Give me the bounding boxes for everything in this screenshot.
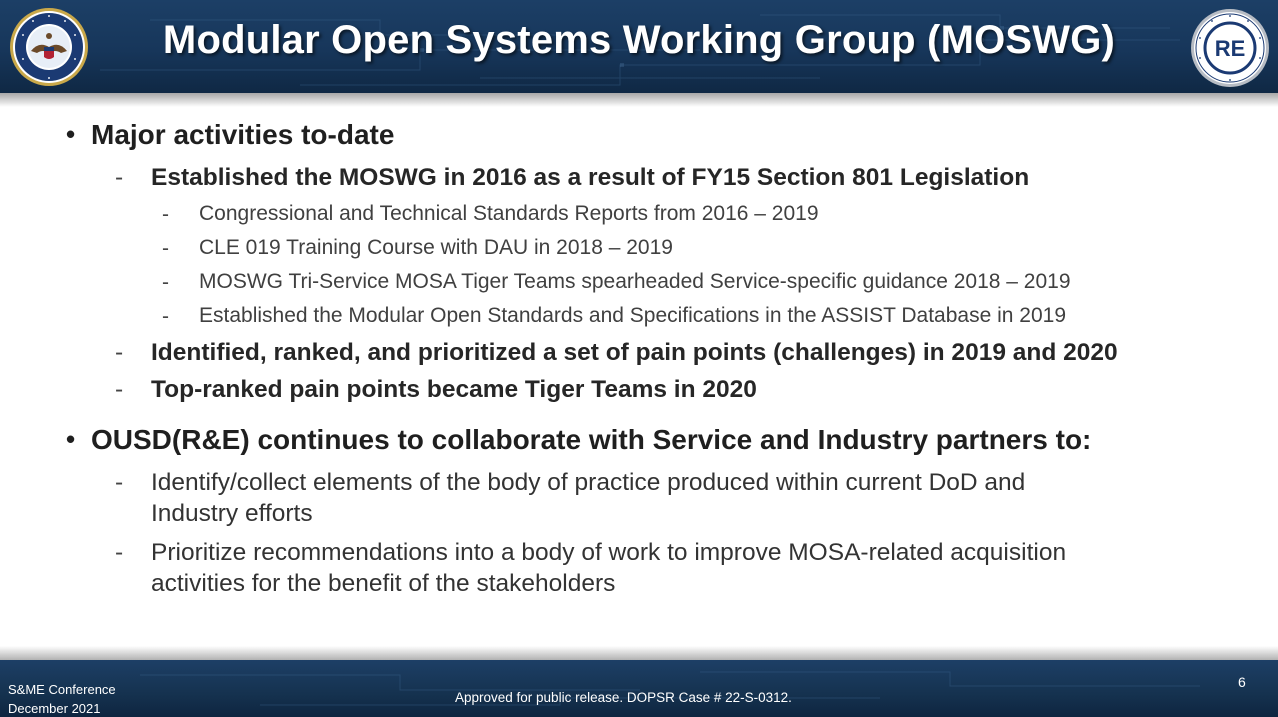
re-seal-text: RE <box>1214 36 1246 61</box>
dash: - <box>162 305 169 328</box>
activity-item: Top-ranked pain points became Tiger Teams in 2020 <box>151 376 757 403</box>
collaboration-item-line: Prioritize recommendations into a body of work to improve MOSA-related acquisition <box>151 539 1067 566</box>
activity-subitem: CLE 019 Training Course with DAU in 2018 – 2019 <box>199 236 673 259</box>
section-heading-activities: Major activities to-date <box>91 119 395 150</box>
activity-subitem: Established the Modular Open Standards and Specifications in the ASSIST Database in 2019 <box>199 304 1066 327</box>
conference-info <box>8 680 116 717</box>
bullet: • <box>66 119 76 149</box>
dash: - <box>162 237 169 260</box>
footer-tech-pattern <box>0 660 1278 717</box>
footer-shadow <box>0 646 1278 660</box>
dash: - <box>162 271 169 294</box>
dash: - <box>115 164 124 191</box>
dash: - <box>115 539 124 566</box>
activity-item: Established the MOSWG in 2016 as a result of FY15 Section 801 Legislation <box>151 164 1030 191</box>
conference-name: S&ME Conference <box>8 682 116 697</box>
dash: - <box>115 469 124 496</box>
bullet: • <box>66 424 76 454</box>
dash: - <box>115 376 124 403</box>
dash: - <box>162 203 169 226</box>
activity-subitem: MOSWG Tri-Service MOSA Tiger Teams spearheaded Service-specific guidance 2018 – 2019 <box>199 270 1071 293</box>
conference-date: December 2021 <box>8 701 101 716</box>
activity-subitem: Congressional and Technical Standards Reports from 2016 – 2019 <box>199 202 819 225</box>
footer-band <box>0 660 1278 717</box>
dash: - <box>115 339 124 366</box>
collaboration-item-line: Identify/collect elements of the body of practice produced within current DoD and <box>151 469 1026 496</box>
collaboration-item-line: activities for the benefit of the stakeholders <box>151 570 616 597</box>
section-heading-collaboration: OUSD(R&E) continues to collaborate with Service and Industry partners to: <box>91 424 1092 455</box>
collaboration-item-line: Industry efforts <box>151 500 313 527</box>
release-notice: Approved for public release. DOPSR Case # 22-S-0312. <box>455 690 792 705</box>
activity-item: Identified, ranked, and prioritized a set of pain points (challenges) in 2019 and 2020 <box>151 339 1118 366</box>
slide-title: Modular Open Systems Working Group (MOSWG) <box>162 18 1116 62</box>
page-number: 6 <box>1238 674 1246 690</box>
